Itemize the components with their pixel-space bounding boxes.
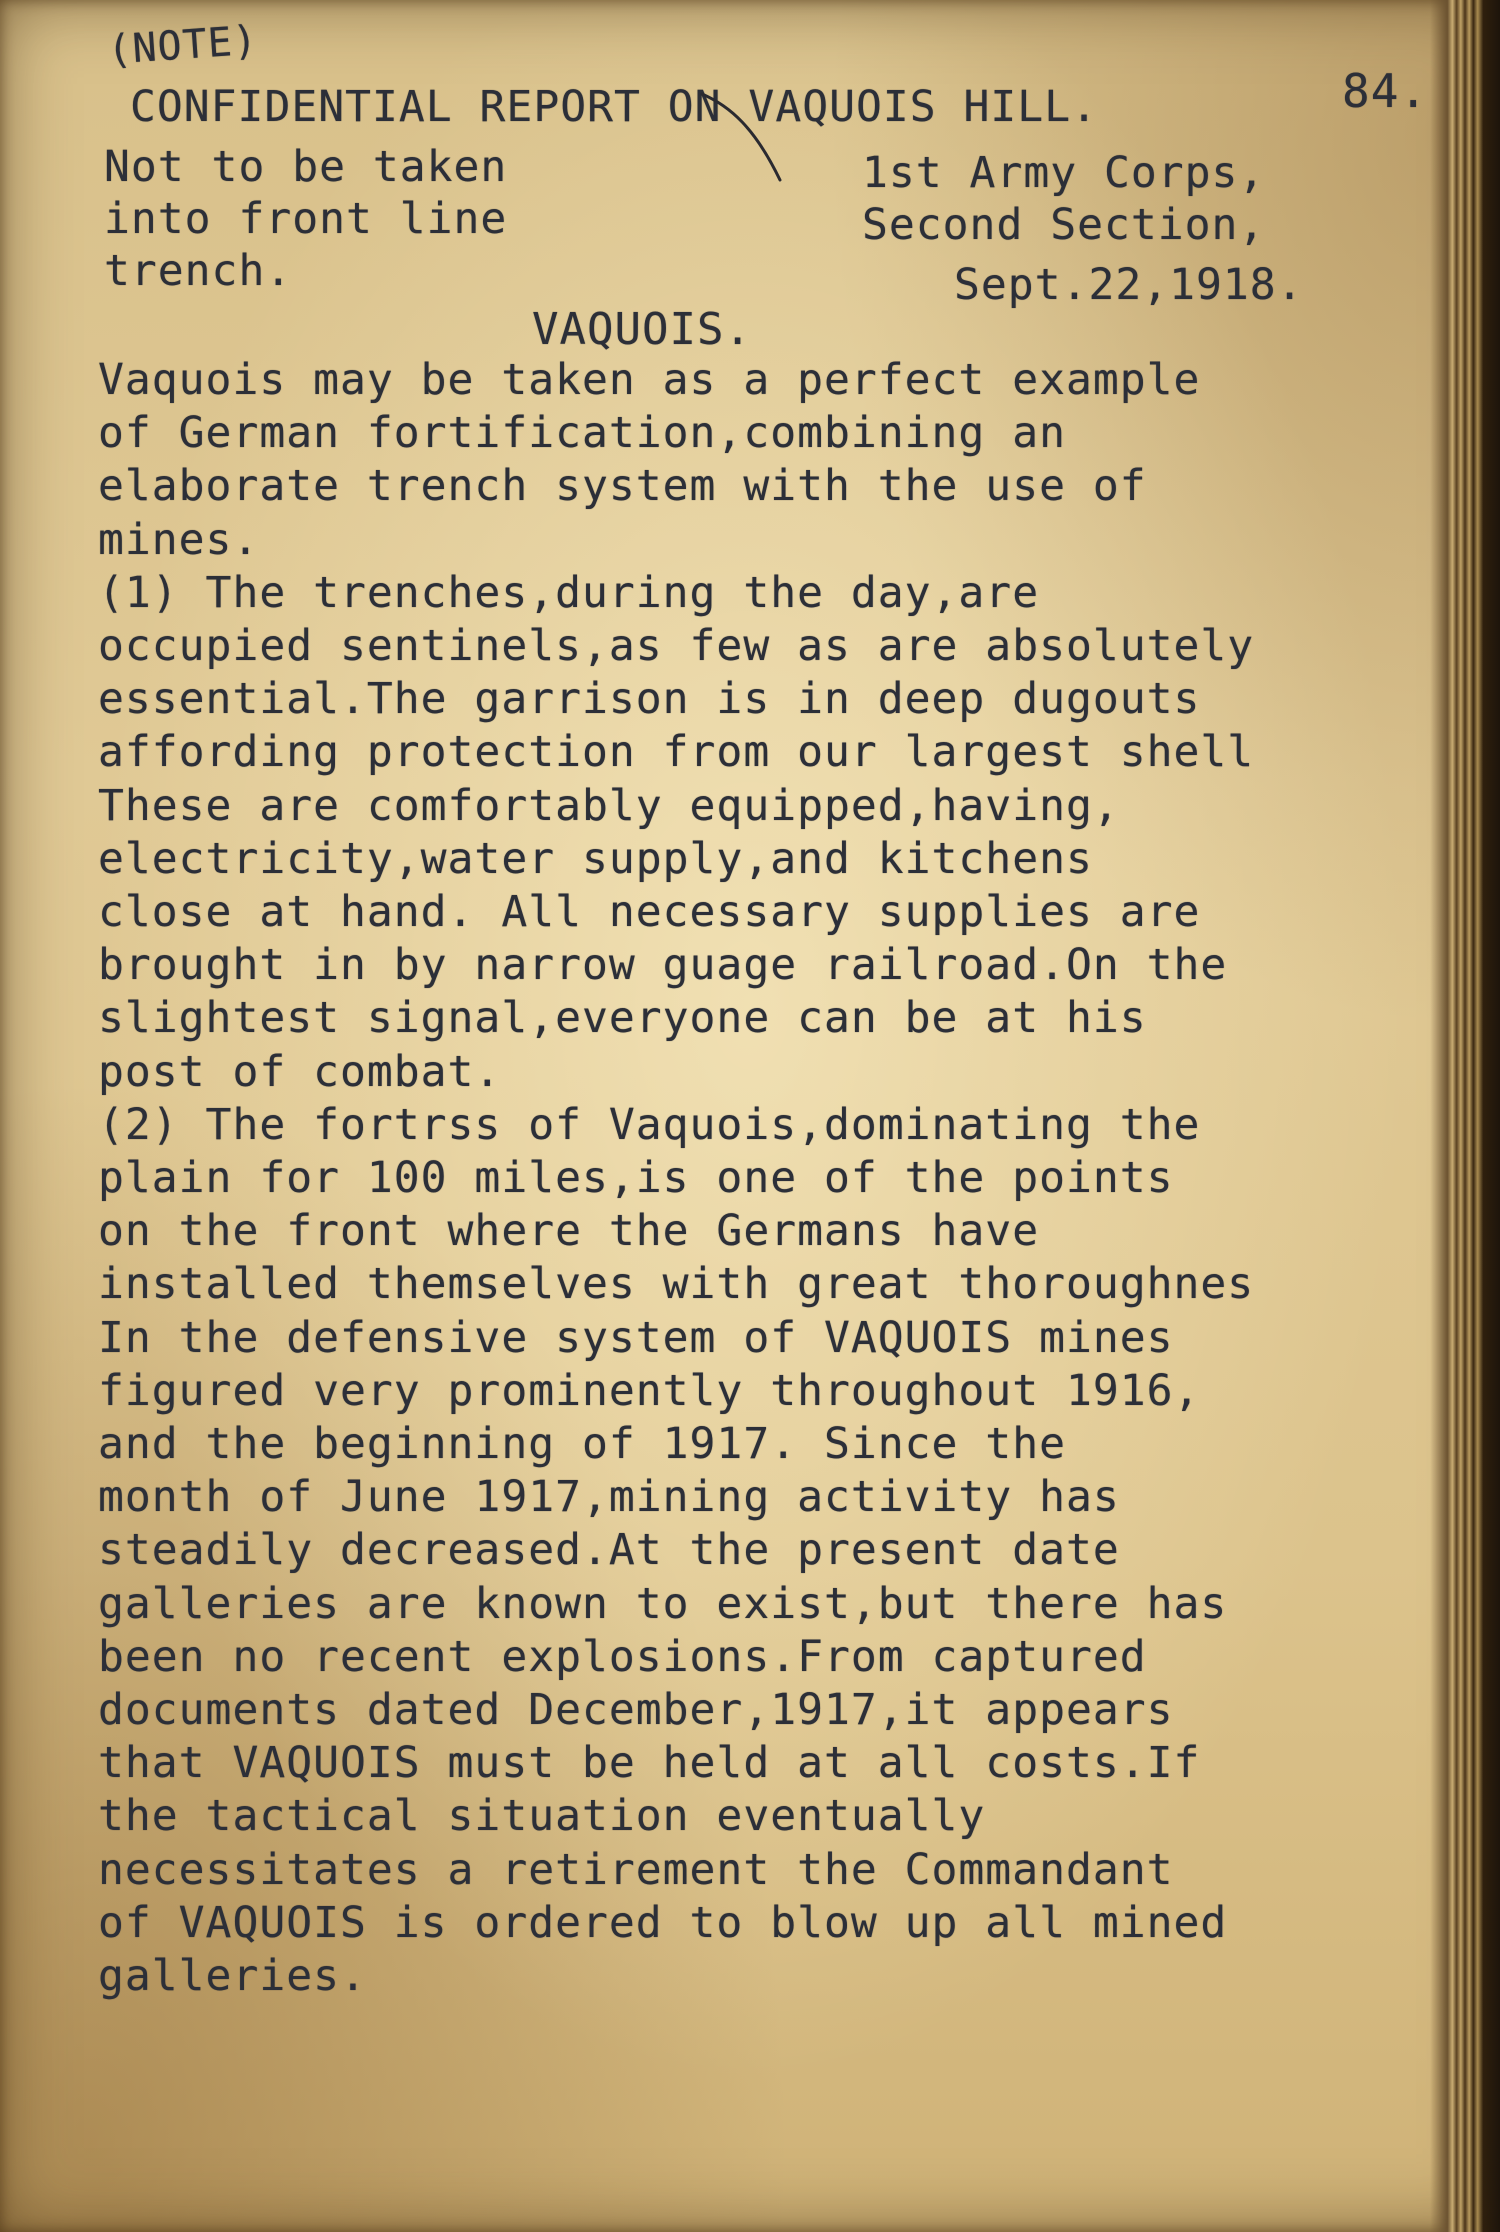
body-line: occupied sentinels,as few as are absolutely bbox=[98, 621, 1255, 672]
body-line: on the front where the Germans have bbox=[98, 1206, 1040, 1257]
warning-line: Not to be taken bbox=[104, 142, 508, 192]
unit-line: Second Section, bbox=[862, 200, 1266, 250]
body-line: close at hand. All necessary supplies are bbox=[98, 887, 1201, 938]
body-line: brought in by narrow guage railroad.On the bbox=[98, 940, 1228, 991]
body-line: necessitates a retirement the Commandant bbox=[98, 1844, 1174, 1895]
unit-line: 1st Army Corps, bbox=[862, 148, 1266, 198]
body-line: figured very prominently throughout 1916, bbox=[98, 1365, 1201, 1416]
book-spine-gutter bbox=[1430, 0, 1500, 2232]
report-title: CONFIDENTIAL REPORT ON VAQUOIS HILL. bbox=[130, 82, 1098, 132]
body-line: month of June 1917,mining activity has bbox=[98, 1472, 1120, 1523]
section-heading: VAQUOIS. bbox=[532, 304, 752, 355]
body-line: affording protection from our largest shell bbox=[98, 727, 1255, 778]
warning-line: into front line bbox=[104, 194, 508, 244]
body-line: electricity,water supply,and kitchens bbox=[98, 833, 1093, 884]
body-line: documents dated December,1917,it appears bbox=[98, 1685, 1174, 1736]
body-line: plain for 100 miles,is one of the points bbox=[98, 1153, 1174, 1204]
body-line: These are comfortably equipped,having, bbox=[98, 780, 1120, 831]
report-date: Sept.22,1918. bbox=[954, 260, 1304, 310]
body-line: of VAQUOIS is ordered to blow up all mined bbox=[98, 1897, 1228, 1948]
body-line: post of combat. bbox=[98, 1046, 502, 1097]
body-line: that VAQUOIS must be held at all costs.If bbox=[98, 1738, 1201, 1789]
body-line: galleries. bbox=[98, 1951, 367, 2002]
body-line: (2) The fortrss of Vaquois,dominating the bbox=[98, 1099, 1201, 1150]
warning-line: trench. bbox=[104, 246, 293, 296]
note-label: (NOTE) bbox=[106, 17, 260, 74]
body-line: slightest signal,everyone can be at his bbox=[98, 993, 1147, 1044]
page-number: 84. bbox=[1342, 64, 1429, 118]
body-line: mines. bbox=[98, 514, 260, 565]
body-line: steadily decreased.At the present date bbox=[98, 1525, 1120, 1576]
body-line: installed themselves with great thoroughnes bbox=[98, 1259, 1255, 1310]
body-line: Vaquois may be taken as a perfect example bbox=[98, 355, 1201, 405]
body-line: essential.The garrison is in deep dugouts bbox=[98, 674, 1201, 725]
body-line: the tactical situation eventually bbox=[98, 1791, 986, 1842]
body-line: galleries are known to exist,but there has bbox=[98, 1578, 1228, 1629]
body-line: and the beginning of 1917. Since the bbox=[98, 1419, 1066, 1470]
body-line: In the defensive system of VAQUOIS mines bbox=[98, 1312, 1174, 1363]
body-line: elaborate trench system with the use of bbox=[98, 461, 1147, 512]
body-line: (1) The trenches,during the day,are bbox=[98, 567, 1040, 618]
report-body bbox=[98, 354, 1254, 2003]
body-line: been no recent explosions.From captured bbox=[98, 1631, 1147, 1682]
body-line: of German fortification,combining an bbox=[98, 408, 1066, 459]
